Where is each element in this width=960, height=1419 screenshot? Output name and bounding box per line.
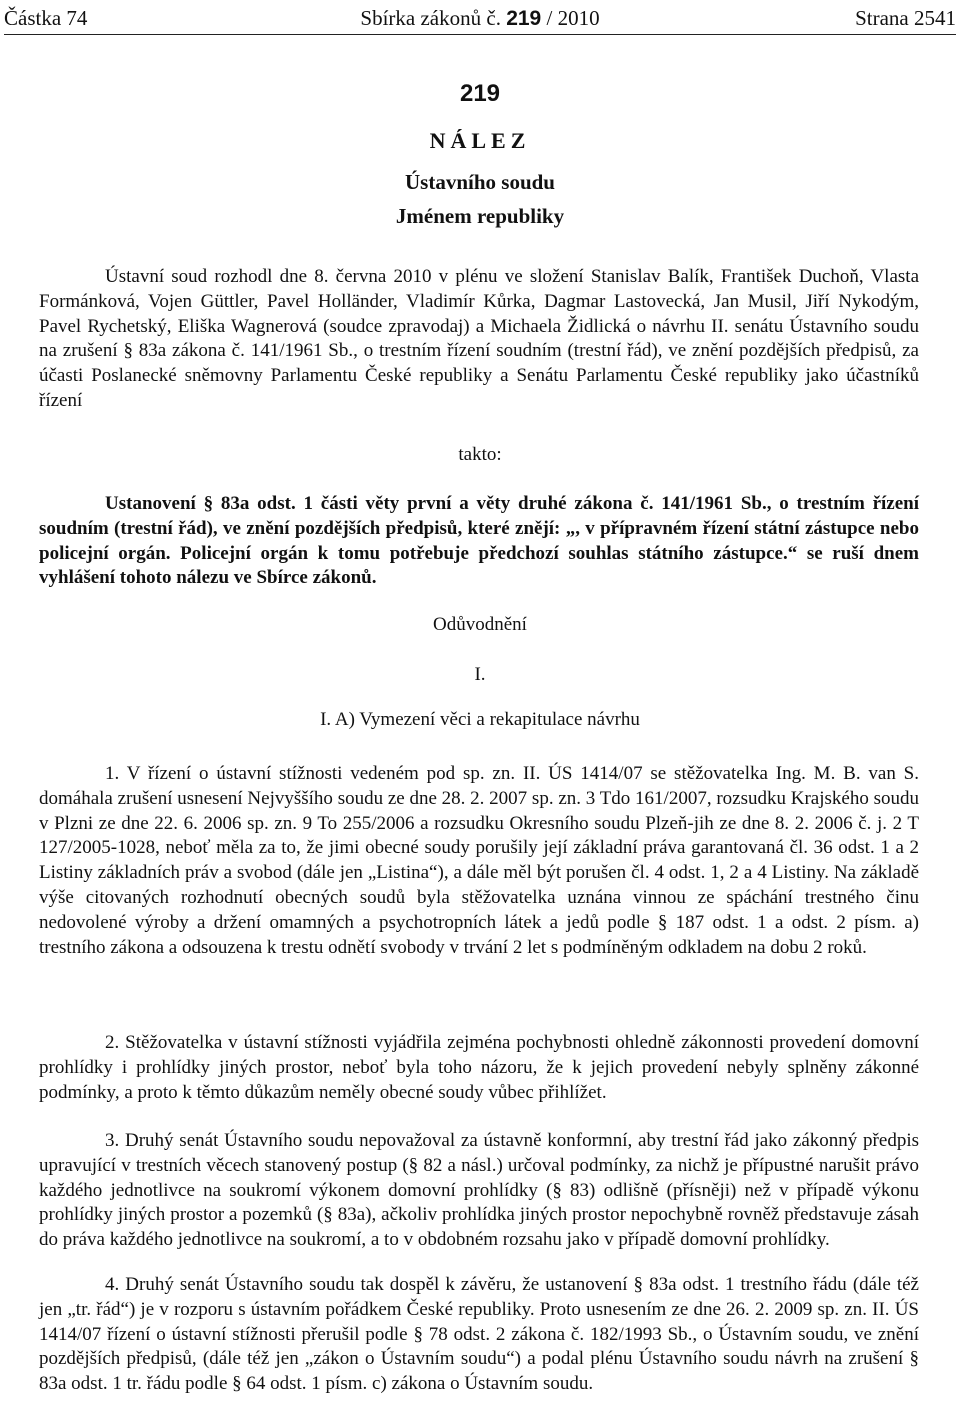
header-collection-prefix: Sbírka zákonů č.	[360, 6, 501, 30]
header-page: Strana 2541	[855, 6, 956, 30]
document-subtitle: Jménem republiky	[395, 204, 565, 228]
document-title: NÁLEZ	[429, 128, 531, 153]
header-issue: Částka 74	[4, 6, 88, 30]
intro-paragraph: Ústavní soud rozhodl dne 8. června 2010 v plénu ve složení Stanislav Balík, František Duchoň, Vlasta Formánková, Vojen Güttler, Pavel Holländer, Vladimír Kůrka, Dagmar Lastovecká, Jan Musil, Jiří Nykodým, Pavel Rychetský, Eliška Wagnerová (soudce zpravodaj) a Michaela Židlická o návrhu II. senátu Ústavního soudu na zrušení § 83a zákona č. 141/1961 Sb., o trestním řízení soudním (trestní řád), ve znění pozdějších předpisů, za účasti Poslanecké sněmovny Parlamentu České republiky a Senátu Parlamentu České republiky jako účastníků řízení	[39, 266, 919, 411]
header-collection-number: 219	[506, 7, 542, 30]
law-number: 219	[459, 80, 501, 107]
section-number: I.	[474, 664, 486, 685]
page-header	[4, 2, 956, 35]
paragraph-3: 3. Druhý senát Ústavního soudu nepovažoval za ústavně konformní, aby trestní řád jako zákonný předpis upravující v trestních věcech stanovený postup (§ 82 a násl.) určoval podmínky, za nichž je přípustné narušit právo každého jednotlivce na soukromí výkonem domovní prohlídky (§ 83) odlišně (přísněji) než v případě výkonu prohlídky jiných prostor a pozemků (§ 83a), ačkoliv prohlídka jiných prostor nepochybně rovněž představuje zásah do práva každého jednotlivce na soukromí, a to v obdobném rozsahu jako v případě domovní prohlídky.	[39, 1130, 919, 1251]
section-heading: I. A) Vymezení věci a rekapitulace návrhu	[320, 709, 640, 730]
verdict-paragraph: Ustanovení § 83a odst. 1 části věty první a věty druhé zákona č. 141/1961 Sb., o trestním řízení soudním (trestní řád), ve znění pozdějších předpisů, které znějí: „, v přípravném řízení státní zástupce nebo policejní orgán. Policejní orgán k tomu potřebuje předchozí souhlas státního zástupce.“ se ruší dnem vyhlášení tohoto nálezu ve Sbírce zákonů.	[39, 493, 919, 589]
header-collection	[4, 4, 956, 33]
takto-label: takto:	[458, 444, 502, 465]
paragraph-1: 1. V řízení o ústavní stížnosti vedeném pod sp. zn. II. ÚS 1414/07 se stěžovatelka Ing. M. B. van S. domáhala zrušení usnesení Nejvyššího soudu ze dne 28. 2. 2007 sp. zn. 3 Tdo 161/2007, rozsudku Krajského soudu v Plzni ze dne 22. 6. 2006 sp. zn. 9 To 255/2006 a rozsudku Okresního soudu Plzeň-jih ze dne 8. 2. 2006 č. j. 2 T 127/2005-1028, neboť měla za to, že jimi obecné soudy porušily její základní práva garantovaná čl. 36 odst. 1 a 2 Listiny základních práv a svobod (dále jen „Listina“), a dále měl být porušen čl. 4 odst. 1, 2 a 4 Listiny. Na základě výše citovaných rozhodnutí obecných soudů byla stěžovatelka uznána vinnou ze spáchání trestného činu nedovolené výroby a držení omamných a psychotropních látek a jedů podle § 187 odst. 1 a odst. 2 písm. a) trestního zákona a odsouzena k trestu odnětí svobody v trvání 2 let s podmíněným odkladem na dobu 2 roků.	[39, 763, 919, 958]
paragraph-2: 2. Stěžovatelka v ústavní stížnosti vyjádřila zejména pochybnosti ohledně zákonnosti provedení domovní prohlídky i prohlídky jiných prostor, neboť byla toho názoru, že k jejich provedení nebyly splněny zákonné podmínky, a proto k těmto důkazům neměly obecné soudy vůbec přihlížet.	[39, 1032, 919, 1103]
reasoning-heading: Odůvodnění	[433, 614, 527, 635]
paragraph-4: 4. Druhý senát Ústavního soudu tak dospěl k závěru, že ustanovení § 83a odst. 1 trestního řádu (dále též jen „tr. řád“) je v rozporu s ústavním pořádkem České republiky. Proto usnesením ze dne 26. 2. 2009 sp. zn. II. ÚS 1414/07 řízení o ústavní stížnosti přerušil podle § 78 odst. 2 zákona č. 182/1993 Sb., o Ústavním soudu, ve znění pozdějších předpisů, (dále též jen „zákon o Ústavním soudu“) a podal plénu Ústavního soudu návrh na zrušení § 83a odst. 1 tr. řádu podle § 64 odst. 1 písm. c) zákona o Ústavním soudu.	[39, 1274, 919, 1395]
court-name: Ústavního soudu	[405, 170, 555, 194]
header-collection-year: / 2010	[546, 6, 600, 30]
